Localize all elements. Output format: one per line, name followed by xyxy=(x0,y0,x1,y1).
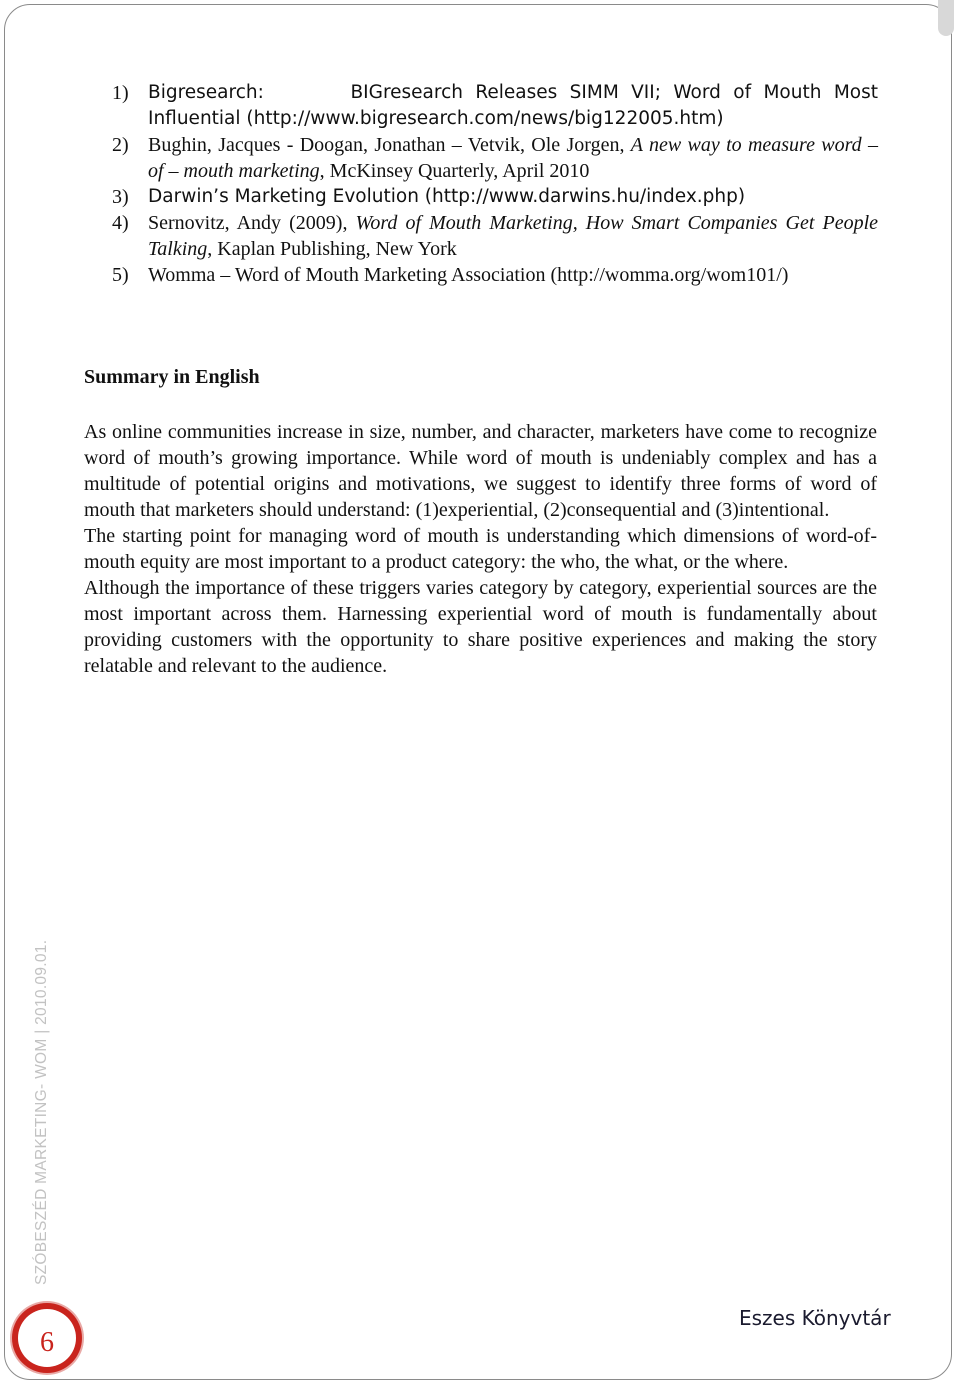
summary-paragraph: Although the importance of these triggers varies category by category, experiential sources are the most important across them. Harnessing experiential word of mouth is fundamentally about providing customers with the opportunity to share positive experiences and making the story relatable and relevant to the audience. xyxy=(84,577,877,677)
reference-text-part: Bigresearch: BIGresearch Releases SIMM VII; Word of Mouth Most Influential (http://www.bigresearch.com/news/big122005.htm) xyxy=(148,82,878,129)
footer-brand: Eszes Könyvtár xyxy=(739,1306,891,1330)
reference-text-part: Bughin, Jacques - Doogan, Jonathan – Vetvik, Ole Jorgen, xyxy=(148,134,631,156)
reference-item xyxy=(112,262,878,288)
reference-text-part: , McKinsey Quarterly, April 2010 xyxy=(319,160,590,182)
reference-number: 3) xyxy=(112,186,129,208)
reference-text-part: Sernovitz, Andy (2009), xyxy=(148,212,356,234)
page-number: 6 xyxy=(40,1327,54,1358)
reference-text xyxy=(148,262,878,288)
reference-text xyxy=(148,132,878,184)
reference-number: 1) xyxy=(112,82,129,104)
summary-heading: Summary in English xyxy=(84,366,260,388)
reference-text-part: Womma – Word of Mouth Marketing Association (http://womma.org/wom101/) xyxy=(148,264,789,286)
page-number-badge xyxy=(12,1303,82,1373)
reference-title: A new way to measure word – of – mouth marketing xyxy=(148,134,879,182)
reference-item xyxy=(112,210,878,262)
reference-item xyxy=(112,80,878,132)
reference-number: 2) xyxy=(112,134,129,156)
reference-item xyxy=(112,184,878,210)
reference-text xyxy=(148,210,878,262)
summary-paragraph: The starting point for managing word of mouth is understanding which dimensions of word-of-mouth equity are most important to a product category: the who, the what, or the where. xyxy=(84,525,877,573)
page-corner-tab xyxy=(938,0,954,36)
reference-text xyxy=(148,184,878,210)
reference-text-part: Darwin’s Marketing Evolution (http://www.darwins.hu/index.php) xyxy=(148,186,746,207)
page-number-badge-inner xyxy=(18,1309,76,1367)
reference-item xyxy=(112,132,878,184)
summary-body xyxy=(84,419,877,679)
side-running-title: SZÓBESZÉD MARKETING- WOM | 2010.09.01. xyxy=(33,939,50,1285)
reference-title: Word of Mouth Marketing, How Smart Companies Get People Talking xyxy=(148,212,879,260)
reference-number: 5) xyxy=(112,264,129,286)
reference-text-part: , Kaplan Publishing, New York xyxy=(207,238,457,260)
summary-paragraph: As online communities increase in size, number, and character, marketers have come to recognize word of mouth’s growing importance. While word of mouth is undeniably complex and has a multitude of potential origins and motivations, we suggest to identify three forms of word of mouth that marketers should understand: (1)experiential, (2)consequential and (3)intentional. xyxy=(84,421,877,521)
references-list xyxy=(112,80,878,288)
reference-number: 4) xyxy=(112,212,129,234)
reference-text xyxy=(148,80,878,132)
